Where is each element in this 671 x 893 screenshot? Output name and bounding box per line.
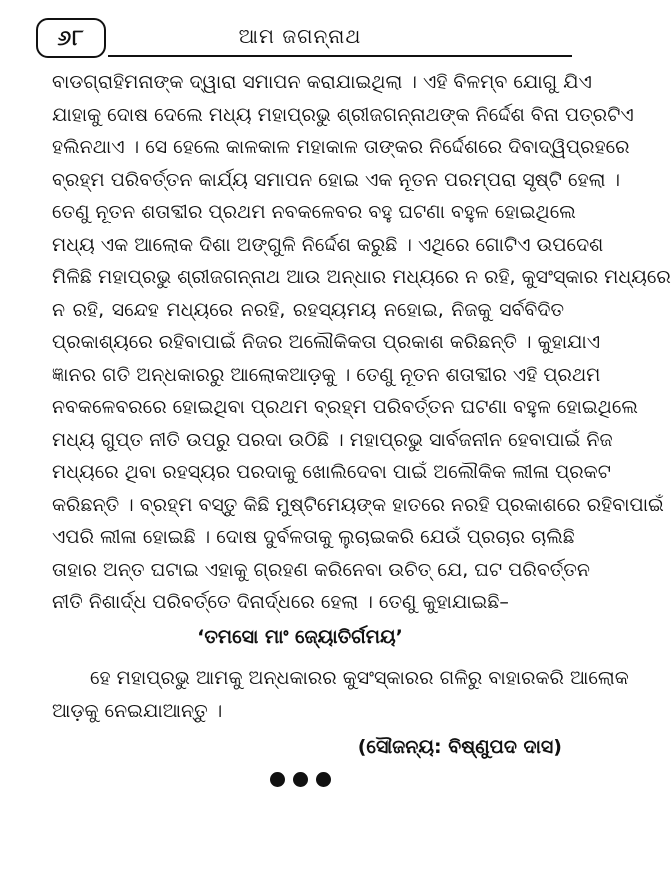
- body-line: ନବକଳେବରରେ ହୋଇଥିବା ପ୍ରଥମ ବ୍ରହ୍ମ ପରିବର୍ତ୍ତନ ଘଟଣା ବହୁଳ ହୋଇଥିଲେ: [52, 396, 638, 418]
- author-credit: (ସୌଜନ୍ୟ: ବିଷ୍ଣୁପଦ ଦାସ): [357, 736, 562, 758]
- prayer-line: ଆଡ଼କୁ ନେଇଯାଆନ୍ତୁ ।: [52, 699, 223, 722]
- body-paragraph: [52, 66, 671, 619]
- end-of-section-mark: [0, 772, 600, 787]
- header-rule: [108, 55, 572, 57]
- body-line: ନୀତି ନିଶାର୍ଦ୍ଧ ପରିବର୍ତ୍ତେ ଦିନାର୍ଦ୍ଧରେ ହେଲା । ତେଣୁ କୁହାଯାଇଛି–: [52, 591, 509, 613]
- prayer-line: ହେ ମହାପ୍ରଭୁ ଆମକୁ ଅନ୍ଧକାରର କୁସଂସ୍କାରର ଗଳିରୁ ବାହାରକରି ଆଲୋକ: [90, 667, 629, 689]
- running-head-title: ଆମ ଜଗନ୍ନାଥ: [238, 24, 362, 48]
- bullet-dot-icon: [293, 772, 308, 787]
- page-number: ୬୮: [57, 25, 85, 51]
- bullet-dot-icon: [270, 772, 285, 787]
- body-line: ପ୍ରକାଶ୍ୟରେ ରହିବାପାଇଁ ନିଜର ଅଲୌକିକତା ପ୍ରକାଶ କରିଛନ୍ତି । କୁହାଯାଏ: [52, 331, 601, 353]
- body-line: ତାହାର ଅନ୍ତ ଘଟାଇ ଏହାକୁ ଗ୍ରହଣ କରିନେବା ଉଚିତ୍ ଯେ, ଘଟ ପରିବର୍ତ୍ତନ: [52, 558, 590, 581]
- body-line: ବାଡଗ୍ରାହିମନାଙ୍କ ଦ୍ୱାରା ସମାପନ କରାଯାଇଥିଲା । ଏହି ବିଳମ୍ବ ଯୋଗୁ ଯିଏ: [52, 71, 592, 93]
- body-line: ମିଳିଛି ମହାପ୍ରଭୁ ଶ୍ରୀଜଗନ୍ନାଥ ଆଉ ଅନ୍ଧାର ମଧ୍ୟରେ ନ ରହି, କୁସଂସ୍କାର ମଧ୍ୟରେ: [52, 266, 671, 288]
- body-line: ବ୍ରହ୍ମ ପରିବର୍ତ୍ତନ କାର୍ଯ୍ୟ ସମାପନ ହୋଇ ଏକ ନୂତନ ପରମ୍ପରା ସୃଷ୍ଟି ହେଲା ।: [52, 168, 621, 191]
- prayer-paragraph: [52, 662, 629, 727]
- body-line: ଏପରି ଲୀଳା ହୋଇଛି । ଦୋଷ ଦୁର୍ବଳତାକୁ ଲୁଚାଇକରି ଯେଉଁ ପ୍ରଚାର ଚାଲିଛି: [52, 526, 575, 548]
- body-line: ଯାହାକୁ ଦୋଷ ଦେଲେ ମଧ୍ୟ ମହାପ୍ରଭୁ ଶ୍ରୀଜଗନ୍ନାଥଙ୍କ ନିର୍ଦ୍ଦେଶ ବିନା ପତ୍ରଟିଏ: [52, 103, 634, 126]
- body-line: ମଧ୍ୟରେ ଥିବା ରହସ୍ୟର ପରଦାକୁ ଖୋଲିଦେବା ପାଇଁ ଅଲୌକିକ ଲୀଳା ପ୍ରକଟ: [52, 461, 611, 483]
- body-line: ତେଣୁ ନୂତନ ଶତାବ୍ଦୀର ପ୍ରଥମ ନବକଳେବର ବହୁ ଘଟଣା ବହୁଳ ହୋଇଥିଲେ: [52, 201, 576, 223]
- body-line: ଜ୍ଞାନର ଗତି ଅନ୍ଧକାରରୁ ଆଲୋକଆଡ଼କୁ । ତେଣୁ ନୂତନ ଶତାବ୍ଦୀର ଏହି ପ୍ରଥମ: [52, 363, 601, 386]
- body-line: କରିଛନ୍ତି । ବ୍ରହ୍ମ ବସ୍ତୁ କିଛି ମୁଷ୍ଟିମେୟଙ୍କ ହାତରେ ନରହି ପ୍ରକାଶରେ ରହିବାପାଇଁ: [52, 493, 664, 516]
- body-line: ମଧ୍ୟ ଏକ ଆଲୋକ ଦିଶା ଅଙ୍ଗୁଳି ନିର୍ଦ୍ଦେଶ କରୁଛି । ଏଥିରେ ଗୋଟିଏ ଉପଦେଶ: [52, 233, 604, 256]
- body-line: ହଲିନଥାଏ । ସେ ହେଲେ କାଳକାଳ ମହାକାଳ ତାଙ୍କର ନିର୍ଦ୍ଦେଶରେ ଦିବାଦ୍ୱିପ୍ରହରେ: [52, 136, 630, 158]
- body-line: ମଧ୍ୟ ଗୁପ୍ତ ନୀତି ଉପରୁ ପରଦା ଉଠିଛି । ମହାପ୍ରଭୁ ସାର୍ବଜନୀନ ହେବାପାଇଁ ନିଜ: [52, 428, 613, 451]
- body-line: ନ ରହି, ସନ୍ଦେହ ମଧ୍ୟରେ ନରହି, ରହସ୍ୟମୟ ନହୋଇ, ନିଜକୁ ସର୍ବବିଦିତ: [52, 298, 564, 321]
- sanskrit-quote: ‘ତମସୋ ମାଂ ଜ୍ୟୋତିର୍ଗମୟ’: [197, 626, 403, 648]
- bullet-dot-icon: [316, 772, 331, 787]
